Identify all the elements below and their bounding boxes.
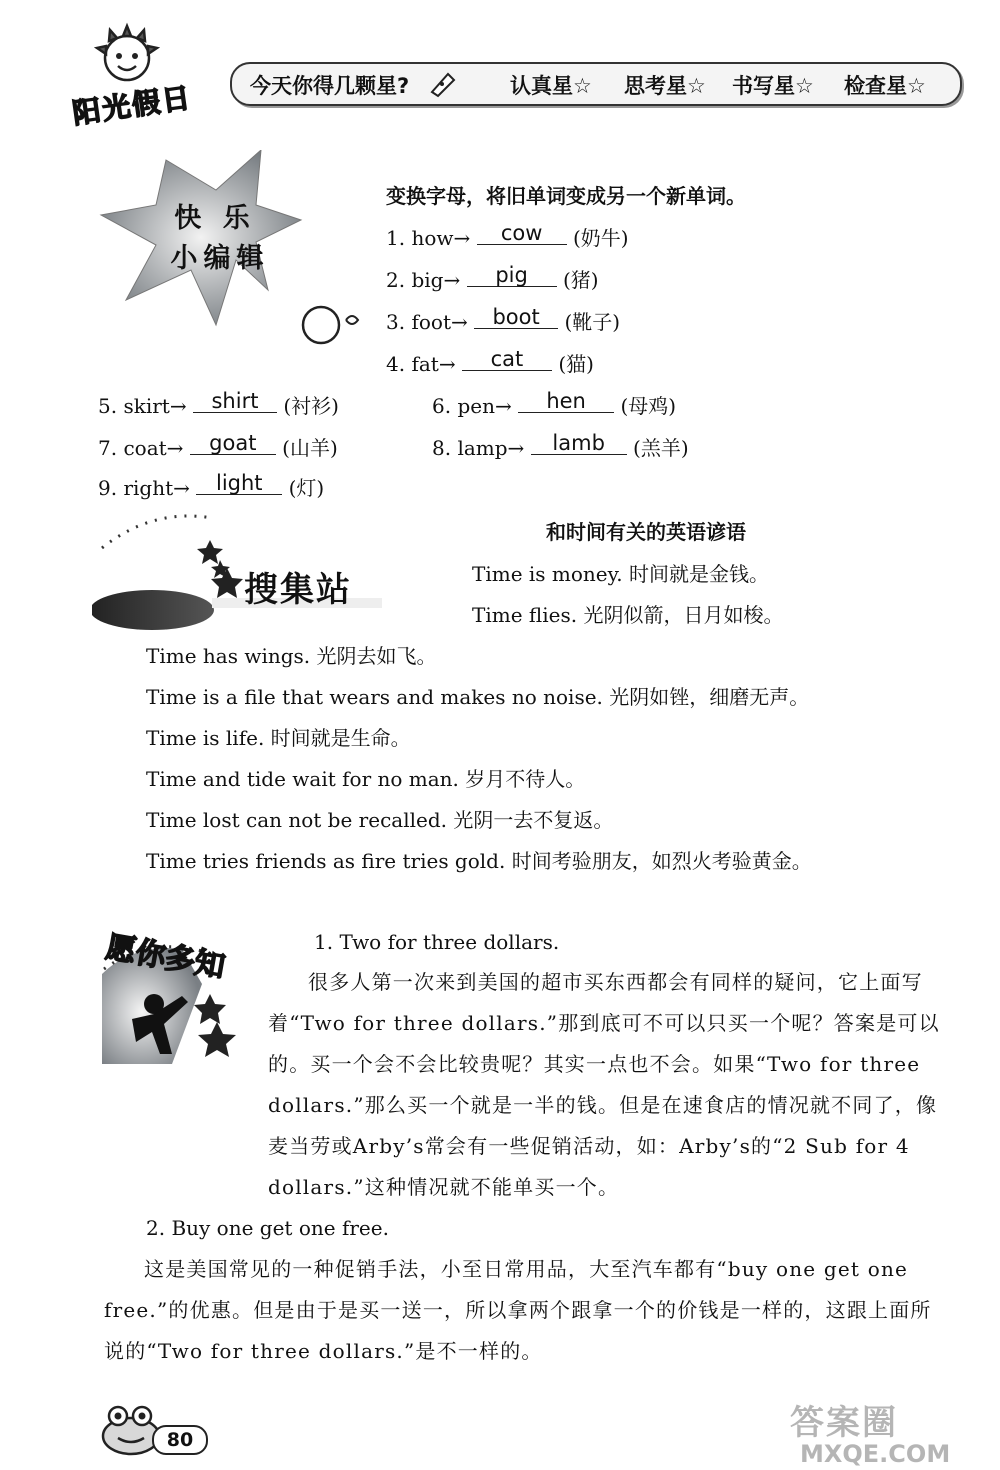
answer-blank[interactable]: hen: [518, 390, 614, 413]
page-number: 80: [152, 1425, 208, 1455]
proverb-line: Time is life. 时间就是生命。: [146, 726, 411, 750]
pencil-doodle-icon: [428, 70, 458, 98]
star-thinking[interactable]: 思考星☆: [624, 74, 706, 98]
exercise-item: 4. fat→ cat (猫): [386, 347, 594, 376]
watermark-logo: 答案圈: [790, 1403, 898, 1443]
answer-blank[interactable]: cat: [462, 348, 552, 371]
answer-blank[interactable]: light: [196, 472, 282, 495]
collection-badge-title: 搜集站: [244, 570, 352, 610]
answer-blank[interactable]: cow: [477, 222, 567, 245]
exercise-item: 7. coat→ goat (山羊): [98, 431, 338, 460]
star-writing[interactable]: 书写星☆: [732, 74, 814, 98]
answer-blank[interactable]: goat: [190, 432, 276, 455]
star-rating-bar: [230, 62, 962, 106]
exercise-item: 1. how→ cow (奶牛): [386, 221, 629, 250]
proverb-line: Time has wings. 光阴去如飞。: [146, 644, 437, 668]
proverb-line: Time tries friends as fire tries gold. 时间考验朋友，如烈火考验黄金。: [146, 849, 812, 873]
answer-blank[interactable]: pig: [467, 264, 557, 287]
topic-title-2: 2. Buy one get one free.: [146, 1216, 389, 1240]
knowledge-badge-title: 愿你多知: [103, 929, 228, 986]
proverb-line: Time and tide wait for no man. 岁月不待人。: [146, 767, 586, 791]
exercise-item: 2. big→ pig (猪): [386, 263, 599, 292]
brand-title: 阳光假日: [70, 80, 194, 131]
exercise-item: 3. foot→ boot (靴子): [386, 305, 621, 334]
answer-blank[interactable]: lamb: [531, 432, 627, 455]
watermark-url: MXQE.COM: [800, 1440, 951, 1468]
star-earnest[interactable]: 认真星☆: [510, 74, 592, 98]
proverb-line: Time is a file that wears and makes no noise. 光阴如锉，细磨无声。: [146, 685, 810, 709]
proverb-line: Time flies. 光阴似箭，日月如梭。: [472, 603, 784, 627]
exercise-item: 8. lamp→ lamb (羔羊): [432, 431, 689, 460]
answer-blank[interactable]: shirt: [193, 390, 277, 413]
topic-paragraph-2: 这是美国常见的一种促销手法，小至日常用品，大至汽车都有“buy one get one free.”的优惠。但是由于是买一送一，所以拿两个跟拿一个的价钱是一样的，这跟上面所说的“Two for three dollars.”是不一样的。: [104, 1257, 932, 1363]
exercise-item: 5. skirt→ shirt (衬衫): [98, 389, 339, 418]
exercise-item: 6. pen→ hen (母鸡): [432, 389, 677, 418]
editor-badge-line2: 小编辑: [170, 243, 270, 274]
star-checking[interactable]: 检查星☆: [844, 74, 926, 98]
exercise-instruction: 变换字母，将旧单词变成另一个新单词。: [386, 184, 746, 208]
editor-badge-line1: 快 乐: [174, 203, 256, 234]
topic-paragraph-1: 很多人第一次来到美国的超市买东西都会有同样的疑问，它上面写着“Two for three dollars.”那到底可不可以只买一个呢？答案是可以的。买一个会不会比较贵呢？其实一点也不会。如果“Two for three dollars.”那么买一个就是一半的钱。但是在速食店的情况就不同了，像麦当劳或Arby’s常会有一些促销活动，如：Arby’s的“2 Sub for 4 dollars.”这种情况就不能单买一个。: [268, 970, 940, 1199]
proverb-line: Time is money. 时间就是金钱。: [472, 562, 769, 586]
proverb-line: Time lost can not be recalled. 光阴一去不复返。: [146, 808, 614, 832]
exercise-item: 9. right→ light (灯): [98, 471, 325, 500]
rating-question: 今天你得几颗星?: [250, 74, 410, 98]
proverbs-heading: 和时间有关的英语谚语: [546, 520, 746, 544]
answer-blank[interactable]: boot: [474, 306, 558, 329]
topic-title-1: 1. Two for three dollars.: [314, 930, 560, 954]
